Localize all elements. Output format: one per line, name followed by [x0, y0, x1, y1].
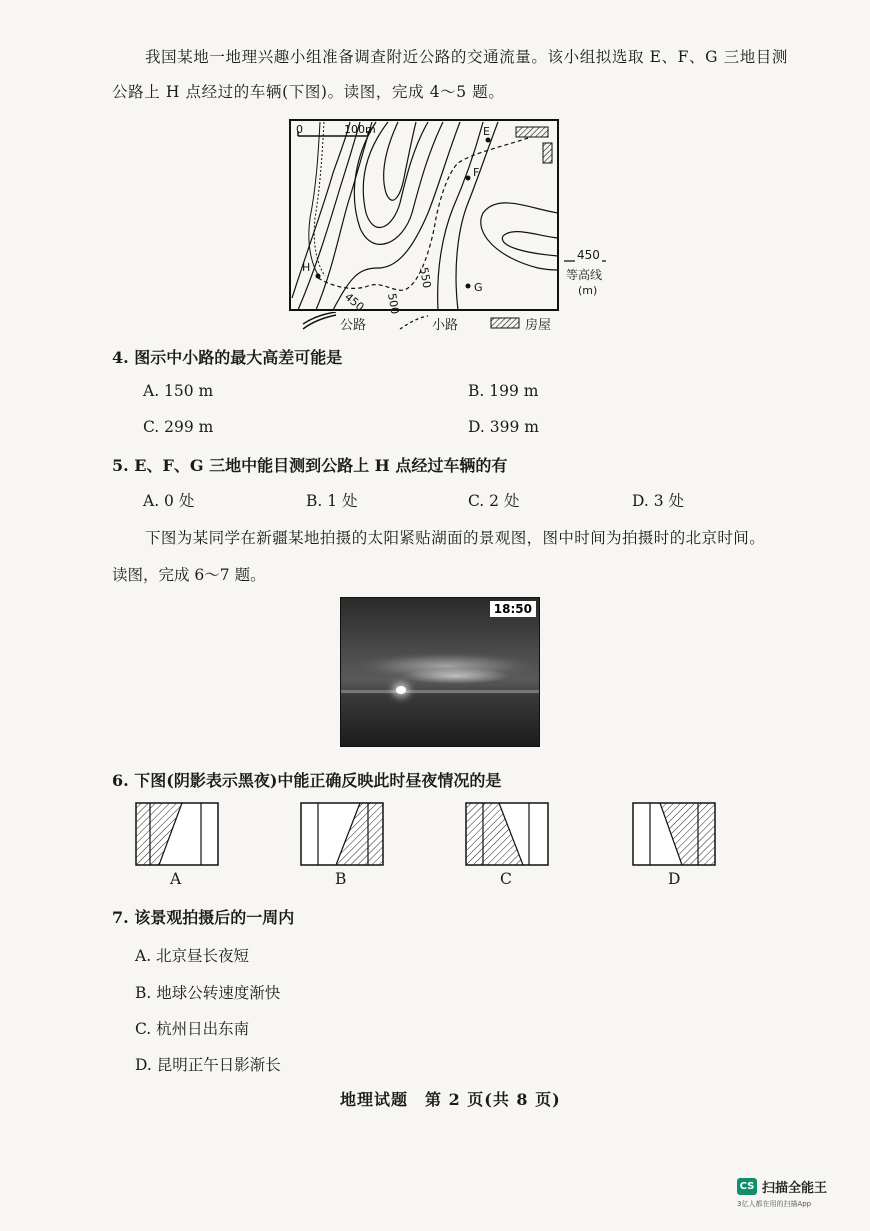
q6-stem: 6. 下图(阴影表示黑夜)中能正确反映此时昼夜情况的是 — [112, 771, 502, 790]
intro2-line-1: 下图为某同学在新疆某地拍摄的太阳紧贴湖面的景观图，图中时间为拍摄时的北京时间。 — [145, 529, 766, 547]
sun-icon — [396, 686, 406, 694]
legend-contour-value: 450 — [577, 248, 600, 262]
q4-option-b[interactable]: B. 199 m — [468, 382, 539, 400]
contour-label-550: 550 — [417, 266, 434, 290]
point-g: G — [474, 281, 483, 294]
legend-road: 公路 — [340, 318, 367, 333]
q6-diagram-c[interactable] — [465, 802, 549, 866]
scanner-logo-icon: CS — [737, 1178, 757, 1195]
q6-label-a: A — [170, 870, 182, 888]
contour-label-450: 450 — [342, 290, 367, 314]
path-legend-icon — [398, 314, 432, 332]
scale-length: 100m — [344, 123, 376, 136]
lake-sunset-photo — [340, 597, 540, 747]
photo-timestamp: 18:50 — [490, 601, 536, 617]
point-h: H — [302, 261, 311, 274]
q5-option-b[interactable]: B. 1 处 — [306, 492, 358, 510]
contour-map — [288, 118, 588, 333]
legend-house: 房屋 — [525, 318, 552, 333]
q4-option-a[interactable]: A. 150 m — [143, 382, 214, 400]
q7-option-c[interactable]: C. 杭州日出东南 — [135, 1020, 250, 1038]
intro-line-2: 公路上 H 点经过的车辆(下图)。读图，完成 4～5 题。 — [112, 83, 505, 101]
q6-label-c: C — [500, 870, 512, 888]
q6-label-d: D — [668, 870, 681, 888]
q7-option-d[interactable]: D. 昆明正午日影渐长 — [135, 1056, 281, 1074]
intro-line-1: 我国某地一地理兴趣小组准备调查附近公路的交通流量。该小组拟选取 E、F、G 三地目测 — [145, 48, 789, 66]
legend-contour-unit: (m) — [578, 284, 598, 297]
point-f: F — [473, 166, 480, 179]
q4-option-d[interactable]: D. 399 m — [468, 418, 539, 436]
q5-option-c[interactable]: C. 2 处 — [468, 492, 520, 510]
road-legend-icon — [300, 312, 340, 332]
house-icon — [516, 127, 548, 137]
q7-stem: 7. 该景观拍摄后的一周内 — [112, 908, 295, 927]
legend-contour-label: 等高线 — [566, 268, 603, 282]
q4-stem: 4. 图示中小路的最大高差可能是 — [112, 348, 343, 367]
q5-option-d[interactable]: D. 3 处 — [632, 492, 685, 510]
legend-path: 小路 — [432, 318, 459, 333]
q6-label-b: B — [335, 870, 347, 888]
q5-stem: 5. E、F、G 三地中能目测到公路上 H 点经过车辆的有 — [112, 456, 508, 475]
q7-option-b[interactable]: B. 地球公转速度渐快 — [135, 984, 281, 1002]
q6-diagram-d[interactable] — [632, 802, 716, 866]
contour-label-500: 500 — [385, 292, 402, 316]
scanner-app-name: 扫描全能王 — [762, 1181, 828, 1196]
page-footer: 地理试题 第 2 页(共 8 页) — [340, 1090, 561, 1109]
q6-diagram-b[interactable] — [300, 802, 384, 866]
q7-option-a[interactable]: A. 北京昼长夜短 — [135, 947, 250, 965]
scanner-app-tagline: 3亿人都在用的扫描App — [737, 1200, 812, 1208]
scale-zero: 0 — [296, 123, 303, 136]
house-legend-icon — [490, 316, 522, 330]
q6-diagram-a[interactable] — [135, 802, 219, 866]
point-e: E — [483, 125, 490, 138]
house-icon — [543, 143, 552, 163]
q4-option-c[interactable]: C. 299 m — [143, 418, 214, 436]
intro2-line-2: 读图，完成 6～7 题。 — [112, 566, 266, 584]
q5-option-a[interactable]: A. 0 处 — [143, 492, 195, 510]
